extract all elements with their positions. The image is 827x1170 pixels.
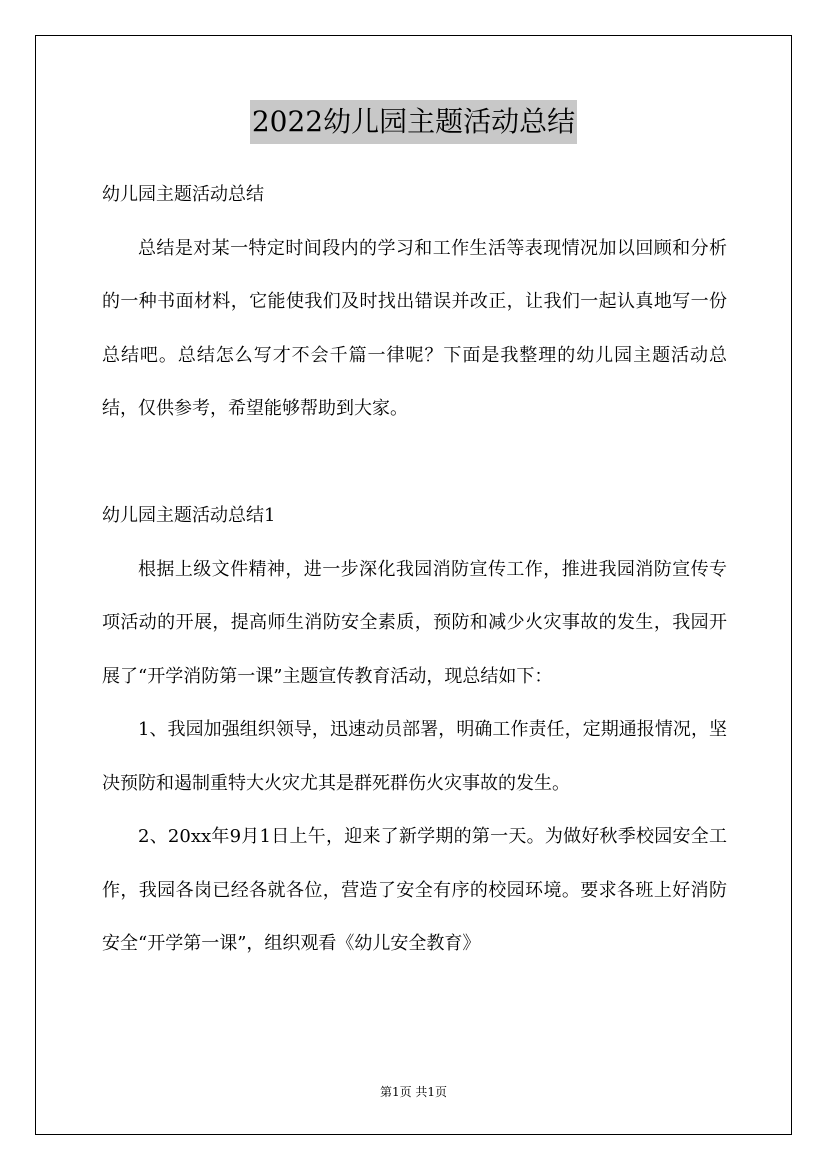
section-heading: 幼儿园主题活动总结 [102, 184, 264, 205]
page-footer [0, 1083, 827, 1101]
document-title: 2022幼儿园主题活动总结 [250, 100, 577, 144]
body-paragraph: 2、20xx年9月1日上午，迎来了新学期的第一天。为做好秋季校园安全工作，我园各岗已经各就各位，营造了安全有序的校园环境。要求各班上好消防安全“开学第一课”，组织观看《幼儿安全教育》 [102, 826, 727, 954]
paragraph-spacer [102, 436, 727, 490]
title-area [0, 100, 827, 144]
section-heading: 幼儿园主题活动总结1 [102, 505, 276, 526]
page-number: 第1页 共1页 [379, 1085, 448, 1099]
intro-paragraph: 总结是对某一特定时间段内的学习和工作生活等表现情况加以回顾和分析的一种书面材料，它能使我们及时找出错误并改正，让我们一起认真地写一份总结吧。总结怎么写才不会千篇一律呢？下面是我整理的幼儿园主题活动总结，仅供参考，希望能够帮助到大家。 [102, 237, 727, 419]
body-paragraph: 1、我园加强组织领导，迅速动员部署，明确工作责任，定期通报情况，坚决预防和遏制重特大火灾尤其是群死群伤火灾事故的发生。 [102, 719, 727, 794]
document-body [102, 168, 727, 971]
body-paragraph: 根据上级文件精神，进一步深化我园消防宣传工作，推进我园消防宣传专项活动的开展，提高师生消防安全素质，预防和减少火灾事故的发生，我园开展了“开学消防第一课”主题宣传教育活动，现总结如下： [102, 558, 727, 687]
